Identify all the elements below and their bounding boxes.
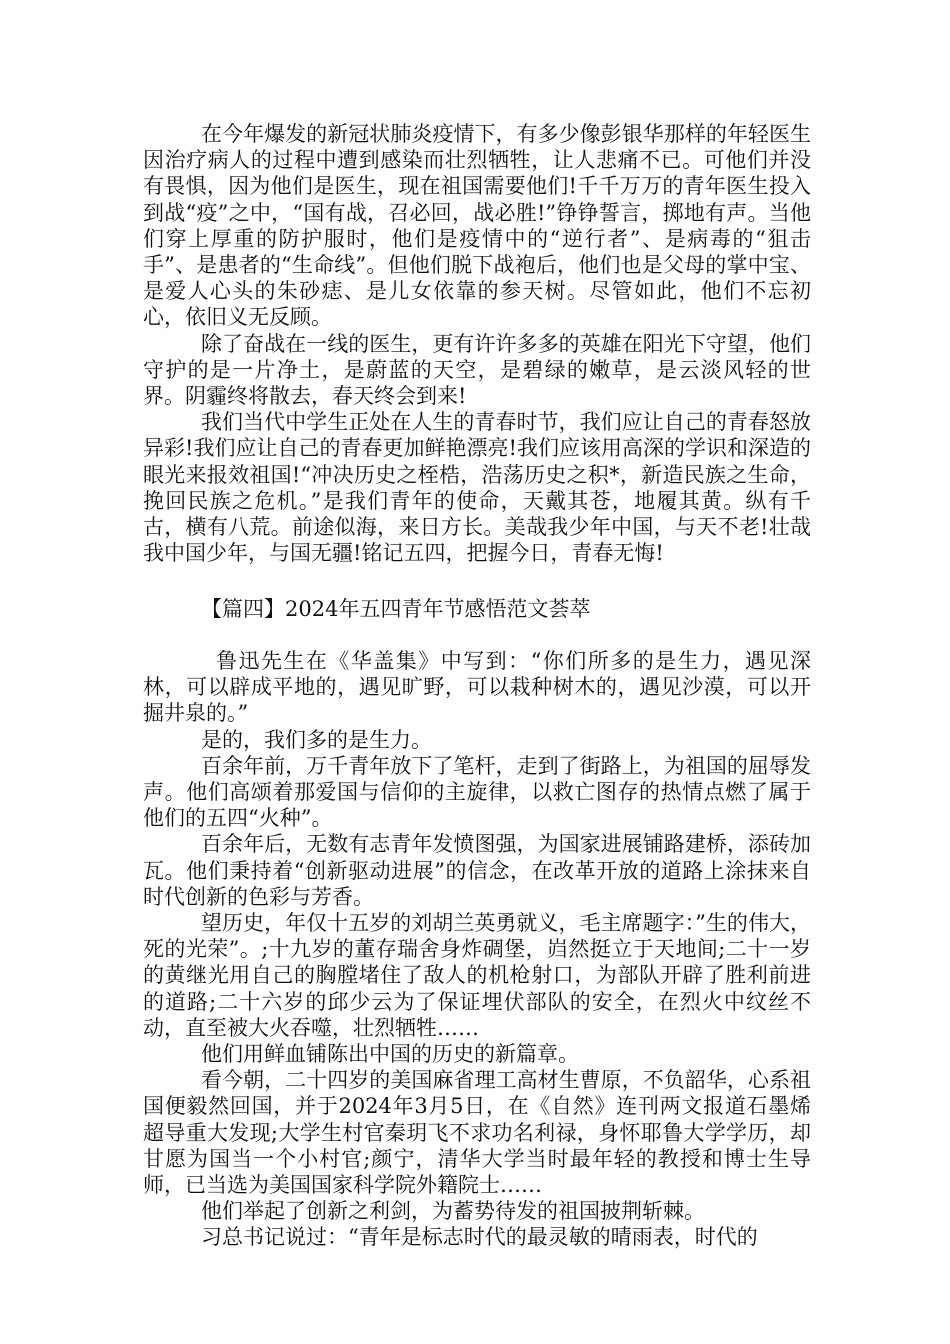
paragraph: 他们举起了创新之利剑，为蓄势待发的祖国披荆斩棘。 — [201, 1199, 705, 1224]
section-one-body — [143, 121, 811, 566]
paragraph: 习总书记说过：“青年是标志时代的最灵敏的晴雨表，时代的 — [201, 1225, 758, 1250]
section-two-body — [143, 648, 811, 1251]
paragraph: 百余年前，万千青年放下了笔杆，走到了街路上，为祖国的屈辱发声。他们高颂着那爱国与信仰的主旋律，以救亡图存的热情点燃了属于他们的五四“火种”。 — [143, 753, 811, 831]
paragraph: 我们当代中学生正处在人生的青春时节，我们应让自己的青春怒放异彩!我们应让自己的青春更加鲜艳漂亮!我们应该用高深的学识和深造的眼光来报效祖国!“冲决历史之桎梏，浩荡历史之积*，新造民族之生命，挽回民族之危机。”是我们青年的使命，天戴其苍，地履其黄。纵有千古，横有八荒。前途似海，来日方长。美哉我少年中国，与天不老!壮哉我中国少年，与国无疆!铭记五四，把握今日，青春无悔! — [143, 410, 811, 566]
paragraph: 鲁迅先生在《华盖集》中写到：“你们所多的是生力，遇见深林，可以辟成平地的，遇见旷野，可以栽种树木的，遇见沙漠，可以开掘井泉的。” — [143, 649, 811, 726]
paragraph: 他们用鲜血铺陈出中国的历史的新篇章。 — [201, 1042, 579, 1067]
paragraph: 在今年爆发的新冠状肺炎疫情下，有多少像彭银华那样的年轻医生因治疗病人的过程中遭到感染而壮烈牺牲，让人悲痛不已。可他们并没有畏惧，因为他们是医生，现在祖国需要他们!千千万万的青年医生投入到战“疫”之中，“国有战，召必回，战必胜!”铮铮誓言，掷地有声。当他们穿上厚重的防护服时，他们是疫情中的“逆行者”、是病毒的“狙击手”、是患者的“生命线”。但他们脱下战袍后，他们也是父母的掌中宝、是爱人心头的朱砂痣、是儿女依靠的参天树。尽管如此，他们不忘初心，依旧义无反顾。 — [143, 122, 811, 330]
paragraph: 看今朝，二十四岁的美国麻省理工高材生曹原，不负韶华，心系祖国便毅然回国，并于2024年3月5日，在《自然》连刊两文报道石墨烯超导重大发现;大学生村官秦玥飞不求功名利禄，身怀耶鲁大学学历，却甘愿为国当一个小村官;颜宁，清华大学当时最年轻的教授和博士生导师，已当选为美国国家科学院外籍院士…… — [143, 1068, 811, 1198]
paragraph: 是的，我们多的是生力。 — [201, 727, 432, 752]
paragraph: 除了奋战在一线的医生，更有许许多多的英雄在阳光下守望，他们守护的是一片净土，是蔚蓝的天空，是碧绿的嫩草，是云淡风轻的世界。阴霾终将散去，春天终会到来! — [143, 331, 811, 409]
section-heading: 【篇四】2024年五四青年节感悟范文荟萃 — [201, 597, 591, 621]
paragraph: 望历史，年仅十五岁的刘胡兰英勇就义，毛主席题字：”生的伟大，死的光荣”。;十九岁的董存瑞舍身炸碉堡，岿然挺立于天地间;二十一岁的黄继光用自己的胸膛堵住了敌人的机枪射口，为部队开辟了胜利前进的道路;二十六岁的邱少云为了保证埋伏部队的安全，在烈火中纹丝不动，直至被大火吞噬，壮烈牺牲…… — [143, 911, 811, 1040]
paragraph: 百余年后，无数有志青年发愤图强，为国家进展铺路建桥，添砖加瓦。他们秉持着“创新驱动进展”的信念，在改革开放的道路上涂抹来自时代创新的色彩与芳香。 — [143, 832, 811, 909]
